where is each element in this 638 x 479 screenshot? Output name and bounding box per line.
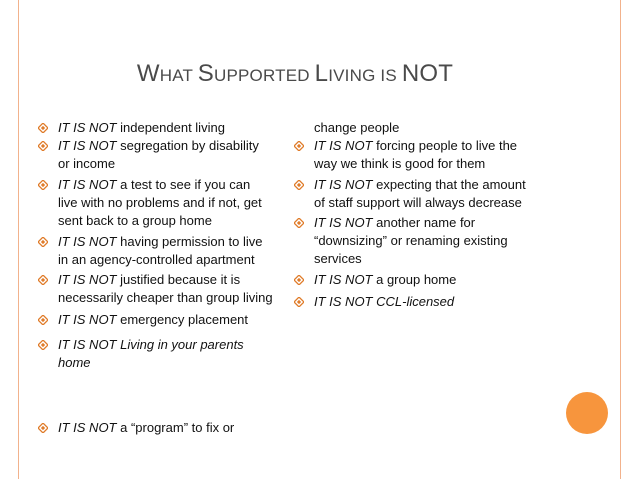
emphasis-text: IT IS NOT <box>58 420 117 435</box>
bullet-item <box>38 233 318 269</box>
bullet-item <box>294 119 576 137</box>
bullet-item <box>294 271 576 289</box>
emphasis-text: IT IS NOT <box>58 312 117 327</box>
bullet-text: emergency placement <box>116 312 249 327</box>
diamond-bullet-icon <box>294 275 304 285</box>
bullet-text: segregation by disability or income <box>58 138 259 171</box>
right-rule-line <box>620 0 621 479</box>
bullet-item <box>38 311 318 329</box>
bullet-item <box>38 271 318 307</box>
bullet-item <box>294 137 576 173</box>
emphasis-text: IT IS NOT <box>314 138 373 153</box>
emphasis-text: IT IS NOT <box>58 138 117 153</box>
emphasis-text: IT IS NOT <box>314 177 373 192</box>
diamond-bullet-icon <box>38 315 48 325</box>
bullet-item <box>294 214 576 268</box>
emphasis-text: IT IS NOT CCL-licensed <box>314 294 455 309</box>
title-part: HAT <box>159 66 198 85</box>
emphasis-text: IT IS NOT <box>314 272 373 287</box>
diamond-bullet-icon <box>38 141 48 151</box>
bullet-item <box>38 176 318 230</box>
orange-circle-decoration <box>566 392 608 434</box>
title-part: NOT <box>401 60 454 87</box>
bullet-text: a “program” to fix or <box>116 420 235 435</box>
diamond-bullet-icon <box>294 141 304 151</box>
diamond-bullet-icon <box>38 340 48 350</box>
emphasis-text: IT IS NOT <box>58 120 117 135</box>
bullet-item <box>38 336 318 372</box>
bullet-text: another name for “downsizing” or renaming existing services <box>314 215 508 266</box>
bullet-text: having permission to live in an agency-controlled apartment <box>58 234 263 267</box>
emphasis-text: IT IS NOT <box>58 272 117 287</box>
bullet-item <box>294 293 576 311</box>
diamond-bullet-icon <box>294 218 304 228</box>
bullet-text: a group home <box>372 272 457 287</box>
bullet-item <box>294 176 576 212</box>
diamond-bullet-icon <box>294 297 304 307</box>
diamond-bullet-icon <box>38 275 48 285</box>
title-part: S <box>197 60 214 87</box>
bullet-text: independent living <box>116 120 225 135</box>
diamond-bullet-icon <box>38 180 48 190</box>
title-part: W <box>136 60 160 87</box>
bullet-item <box>38 419 318 437</box>
emphasis-text: IT IS NOT Living in your parents home <box>58 337 244 370</box>
title-part: IVING <box>328 66 381 85</box>
slide-title <box>0 60 590 88</box>
emphasis-text: IT IS NOT <box>58 234 117 249</box>
diamond-bullet-icon <box>38 423 48 433</box>
bullet-text: expecting that the amount of staff support will always decrease <box>314 177 526 210</box>
bullet-text: a test to see if you can live with no problems and if not, get sent back to a group home <box>58 177 262 228</box>
title-part: UPPORTED <box>213 66 315 85</box>
bullet-text: forcing people to live the way we think is good for them <box>314 138 518 171</box>
bullet-item <box>38 137 318 173</box>
diamond-bullet-icon <box>294 180 304 190</box>
bullet-item <box>38 119 318 137</box>
bullet-text: justified because it is necessarily cheaper than group living <box>58 272 273 305</box>
emphasis-text: IT IS NOT <box>314 215 373 230</box>
bullet-text: change people <box>314 120 400 135</box>
title-part: IS <box>380 66 402 85</box>
diamond-bullet-icon <box>38 123 48 133</box>
diamond-bullet-icon <box>38 237 48 247</box>
title-part: L <box>314 60 329 87</box>
emphasis-text: IT IS NOT <box>58 177 117 192</box>
